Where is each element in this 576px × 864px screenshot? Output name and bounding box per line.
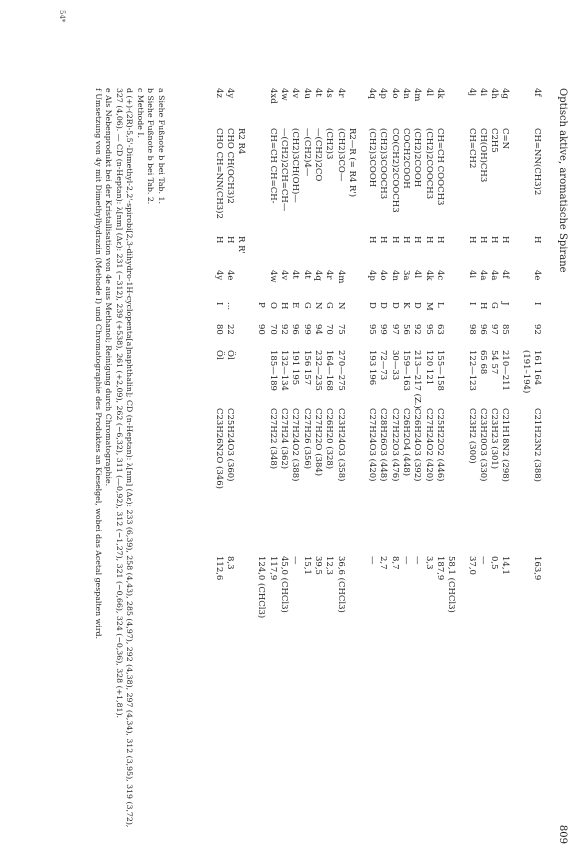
melting-point: 161 164 — [532, 350, 542, 386]
method-code: ... — [224, 302, 235, 311]
substituent-r-prime: H — [500, 236, 511, 244]
melting-point: (191–194) — [520, 350, 531, 394]
method-code: I — [532, 302, 542, 306]
rotation-value: 45,0 (CHCl3) — [279, 556, 290, 613]
melting-point: 232—235 — [312, 350, 323, 391]
starting-compound: 4v — [279, 270, 290, 281]
rotation-value: — — [290, 556, 301, 565]
table-row — [346, 88, 357, 844]
rotation-value: 124,0 (CHCl3) — [256, 556, 267, 619]
rotation-value: 8,3 — [224, 556, 235, 570]
starting-compound: 4n — [389, 270, 400, 281]
table-row — [278, 88, 289, 844]
row-number: 4xd — [267, 88, 278, 104]
molecular-formula: C25H22O2 (446) — [434, 408, 445, 482]
method-code: H — [279, 302, 290, 310]
starting-compound: 4p — [367, 270, 378, 281]
table-row — [300, 88, 311, 844]
molecular-formula: C23H26N2O (346) — [213, 408, 224, 489]
substituent-r-prime: R R' — [236, 236, 247, 254]
starting-compound: 4r — [324, 270, 335, 280]
yield-value: 92 — [279, 324, 290, 335]
compound-table — [212, 88, 542, 844]
substituent-r: (CH2)2COOH — [412, 128, 423, 188]
melting-point: Öl — [224, 350, 235, 360]
substituent-r-prime: H — [412, 236, 423, 244]
substituent-r: (CH2)3CO— — [335, 128, 346, 182]
row-number: 4y — [224, 88, 235, 99]
table-row — [255, 88, 266, 844]
table-row — [519, 88, 530, 844]
table-row — [323, 88, 334, 844]
substituent-r: CHO CH(OCH3)2 — [224, 128, 235, 204]
method-code: L — [434, 302, 445, 308]
melting-point: 159—163 — [401, 350, 412, 391]
yield-value: 97 — [389, 324, 400, 335]
substituent-r: CH=NN(CH3)2 — [532, 128, 542, 196]
row-number: 4l — [423, 88, 434, 97]
footnote-b: b Siehe Fußnote b bei Tab. 2. — [146, 88, 156, 205]
rotation-value: — — [477, 556, 488, 565]
table-row — [411, 88, 422, 844]
method-code: D — [412, 302, 423, 309]
molecular-formula: C26H20 (328) — [324, 408, 335, 470]
melting-point: 193 196 — [367, 350, 378, 386]
footnotes — [93, 88, 167, 844]
method-code: D — [389, 302, 400, 309]
method-code: J — [500, 302, 511, 306]
yield-value: 99 — [301, 324, 312, 335]
molecular-formula: C27H24O3 (420) — [367, 408, 378, 482]
melting-point: 156 157 — [301, 350, 312, 386]
molecular-formula: C23H2 (300) — [466, 408, 477, 464]
table-row — [531, 88, 542, 844]
rotation-value: 117,9 — [267, 556, 278, 581]
starting-compound: 4m — [335, 270, 346, 284]
molecular-formula: C27H26 (356) — [301, 408, 312, 470]
yield-value: 98 — [466, 324, 477, 335]
substituent-r: (CH2)3CH(OH)— — [290, 128, 301, 203]
table-row — [212, 88, 223, 844]
yield-value: 85 — [500, 324, 511, 335]
method-code: D — [378, 302, 389, 309]
rotation-value: 37,0 — [466, 556, 477, 575]
substituent-r: —(CH2)2CO — [312, 128, 323, 182]
substituent-r: CH=CH2 — [466, 128, 477, 169]
table-row — [334, 88, 345, 844]
substituent-r: CH(OH)CH3 — [477, 128, 488, 183]
substituent-r-prime: H — [378, 236, 389, 244]
row-number: 4f — [532, 88, 542, 97]
table-row — [266, 88, 277, 844]
starting-compound: 4c — [434, 270, 445, 281]
substituent-r-prime: H — [423, 236, 434, 244]
substituent-r: —(CH2)2CH=CH— — [279, 128, 290, 212]
starting-compound: 4f — [500, 270, 511, 279]
starting-compound: 4y — [213, 270, 224, 281]
method-code: O — [267, 302, 278, 309]
substituent-r: R2 R4 — [236, 128, 247, 155]
substituent-r: CO(CH2)2COOCH3 — [389, 128, 400, 213]
row-number: 4k — [434, 88, 445, 99]
starting-compound: 4t — [290, 270, 301, 279]
melting-point: 30—33 — [389, 350, 400, 381]
melting-point: 270—275 — [335, 350, 346, 391]
group-spacer — [456, 88, 465, 844]
substituent-r: (CH2)3COOH — [367, 128, 378, 188]
yield-value: 95 — [423, 324, 434, 335]
molecular-formula: C21H23N2 (388) — [532, 408, 542, 482]
row-number: 4w — [279, 88, 290, 101]
substituent-r-prime: H — [532, 236, 542, 244]
melting-point: 213—217 (Z.) — [412, 350, 423, 409]
table-row — [422, 88, 433, 844]
group-spacer — [246, 88, 255, 844]
row-number: 4q — [367, 88, 378, 99]
rotation-value: — — [367, 556, 378, 565]
table-row — [434, 88, 445, 844]
table-row — [289, 88, 300, 844]
yield-value: 70 — [324, 324, 335, 335]
melting-point: 120 121 — [423, 350, 434, 386]
starting-compound: 4e — [532, 270, 542, 281]
table-row — [477, 88, 488, 844]
group-spacer — [510, 88, 519, 844]
molecular-formula: C25H24O3 (360) — [224, 408, 235, 482]
substituent-r: COCH2COOH — [401, 128, 412, 189]
substituent-r-prime: H — [434, 236, 445, 244]
molecular-formula: C27H24O2 (388) — [290, 408, 301, 482]
starting-compound: 4e — [224, 270, 235, 281]
method-code: G — [489, 302, 500, 309]
method-code: N — [312, 302, 323, 310]
rotation-value: 112,6 — [213, 556, 224, 581]
rotation-value: 36,6 (CHCl3) — [335, 556, 346, 613]
starting-compound: 4a — [477, 270, 488, 281]
table-row — [488, 88, 499, 844]
melting-point: 155—158 — [434, 350, 445, 391]
substituent-r-prime: H — [466, 236, 477, 244]
yield-value: 75 — [335, 324, 346, 335]
substituent-r: —(CH2)4— — [301, 128, 312, 177]
substituent-r: C2H5 — [489, 128, 500, 153]
yield-value: 92 — [532, 324, 542, 335]
method-code: K — [401, 302, 412, 309]
method-code: I — [213, 302, 224, 306]
table-row — [400, 88, 411, 844]
melting-point: 122—123 — [466, 350, 477, 391]
melting-point: 164—168 — [324, 350, 335, 391]
melting-point: 210—211 — [500, 350, 511, 391]
yield-value: 96 — [290, 324, 301, 335]
molecular-formula: C28H26O3 (448) — [378, 408, 389, 482]
table-row — [377, 88, 388, 844]
yield-value: 80 — [213, 324, 224, 335]
rotation-value: — — [401, 556, 412, 565]
row-number: 4n — [401, 88, 412, 99]
rotation-value: 0,5 — [489, 556, 500, 570]
side-code: 54* — [58, 10, 66, 23]
method-code: E — [290, 302, 301, 309]
substituent-r-prime: H — [477, 236, 488, 244]
footnote-d: d (+)-(2R)-5,5'-Dimethyl-2,2'-spirobi[2,3-dihydro-1H-cyclopenta[a]naphthalin]; CD (n-Heptan): λ[nm] (Δε): 233 (6,39), 258 (4,43), 285 (4,97), 292 (4,38), 297 (4,34), 312 (3,95), 319 (3,72), 327 (4,06). — CD (n-Heptan): λ[nm] (Δε): 231 (−312), 239 (+538), 261 (+2,09), 262 (−6,32), 311 (—0,92), 312 (−1,27), 321 (−0,66), 324 (−0,36), 328 (+1,81). — [115, 88, 135, 828]
yield-value: 22 — [224, 324, 235, 335]
substituent-r: C=N — [500, 128, 511, 150]
substituent-r: CHO CH=NN(CH3)2 — [213, 128, 224, 219]
table-row — [445, 88, 456, 844]
running-title: Optisch aktive, aromatische Spirane — [557, 88, 568, 273]
molecular-formula: C23H24O3 (358) — [335, 408, 346, 482]
table-row — [312, 88, 323, 844]
method-code: P — [256, 302, 267, 308]
row-number: 4s — [324, 88, 335, 98]
rotation-value: 163,9 — [532, 556, 542, 581]
substituent-r: CH=CH COOCH3 — [434, 128, 445, 206]
footnote-f: f Umsetzung von 4y mit Dimethylhydrazin (Methode I) und Chromatographie des Produktes an Kieselgel, wobei das Acetal gespalten wird. — [94, 88, 103, 640]
molecular-formula: C27H24O2 (420) — [423, 408, 434, 482]
row-number: 4i — [477, 88, 488, 97]
running-header — [554, 88, 568, 844]
table-row — [366, 88, 377, 844]
method-code: D — [367, 302, 378, 309]
starting-compound: 4t — [301, 270, 312, 279]
rotation-value: 187,9 — [434, 556, 445, 581]
molecular-formula: C27H24 (362) — [279, 408, 290, 470]
table-row — [235, 88, 246, 844]
rotation-value: 3,3 — [423, 556, 434, 570]
yield-value: 96 — [477, 324, 488, 335]
starting-compound: 4l — [412, 270, 423, 279]
starting-compound: 4i — [466, 270, 477, 279]
rotation-value: — — [412, 556, 423, 565]
melting-point: 54 57 — [489, 350, 500, 375]
row-number: 4o — [389, 88, 400, 99]
molecular-formula: C23H23 (301) — [489, 408, 500, 470]
row-number: 4j — [466, 88, 477, 97]
row-number: 4m — [412, 88, 423, 102]
yield-value: 63 — [434, 324, 445, 335]
rotation-value: 8,7 — [389, 556, 400, 570]
rotation-value: 12,3 — [324, 556, 335, 575]
substituent-r-prime: H — [224, 236, 235, 244]
substituent-r: R2—R (= R4 R') — [346, 128, 357, 198]
substituent-r-prime: H — [401, 236, 412, 244]
yield-value: 92 — [412, 324, 423, 335]
row-number: 4h — [489, 88, 500, 99]
starting-compound: 4w — [267, 270, 278, 283]
substituent-r-prime: H — [367, 236, 378, 244]
yield-value: 99 — [378, 324, 389, 335]
row-number: 4r — [335, 88, 346, 98]
melting-point: 185—189 — [267, 350, 278, 391]
footnote-a: a Siehe Fußnote b bei Tab. 1. — [157, 88, 166, 204]
yield-value: 70 — [267, 324, 278, 335]
yield-value: 95 — [367, 324, 378, 335]
molecular-formula: C27H22O3 (476) — [389, 408, 400, 482]
starting-compound: 4q — [312, 270, 323, 281]
page-number: 809 — [557, 824, 568, 844]
row-number: 4v — [290, 88, 301, 99]
rotation-value: 2,7 — [378, 556, 389, 570]
melting-point: 65 68 — [477, 350, 488, 375]
substituent-r: (CH2)3 — [324, 128, 335, 160]
yield-value: 94 — [312, 324, 323, 335]
melting-point: Öl — [213, 350, 224, 360]
molecular-formula: C27H22O (384) — [312, 408, 323, 477]
footnote-e: e Als Nebenprodukt bei der Kristallisation von 4e aus Methanol; Reinigung durch Chromatographie. — [104, 88, 114, 487]
footnote-c: c Methode I. — [136, 88, 145, 138]
row-number: 4p — [378, 88, 389, 99]
table-row — [224, 88, 235, 844]
table-row — [465, 88, 476, 844]
substituent-r: CH=CH CH=CH- — [267, 128, 278, 204]
table-row — [499, 88, 510, 844]
row-number: 4u — [301, 88, 312, 99]
substituent-r-prime: H — [213, 236, 224, 244]
table-row — [388, 88, 399, 844]
melting-point: 72—73 — [378, 350, 389, 381]
substituent-r-prime: H — [389, 236, 400, 244]
molecular-formula: C23H20O3 (330) — [477, 408, 488, 482]
rotation-value: 15,1 — [301, 556, 312, 575]
method-code: N — [335, 302, 346, 310]
method-code: M — [423, 302, 434, 311]
yield-value: 90 — [256, 324, 267, 335]
starting-compound: 4k — [423, 270, 434, 281]
starting-compound: 3a — [401, 270, 412, 281]
melting-point: 132—134 — [279, 350, 290, 391]
starting-compound: 4a — [489, 270, 500, 281]
substituent-r: (CH2)3COOCH3 — [378, 128, 389, 200]
molecular-formula: C27H22 (348) — [267, 408, 278, 470]
substituent-r-prime: H — [489, 236, 500, 244]
yield-value: 97 — [489, 324, 500, 335]
group-spacer — [357, 88, 366, 844]
molecular-formula: C26H2O4 (448) — [401, 408, 412, 477]
method-code: H — [477, 302, 488, 310]
rotation-value: 58,1 (CHCl3) — [446, 556, 457, 613]
method-code: G — [324, 302, 335, 309]
substituent-r: (CH2)2COOCH3 — [423, 128, 434, 200]
rotation-value: 39,5 — [312, 556, 323, 575]
yield-value: 56 — [401, 324, 412, 335]
molecular-formula: C21H18N2 (298) — [500, 408, 511, 482]
row-number: 4t — [312, 88, 323, 97]
starting-compound: 4o — [378, 270, 389, 281]
molecular-formula: C26H24O3 (392) — [412, 408, 423, 482]
row-number: 4g — [500, 88, 511, 99]
method-code: I — [466, 302, 477, 306]
melting-point: 191 195 — [290, 350, 301, 386]
method-code: G — [301, 302, 312, 309]
row-number: 4z — [213, 88, 224, 98]
rotation-value: 14,1 — [500, 556, 511, 575]
